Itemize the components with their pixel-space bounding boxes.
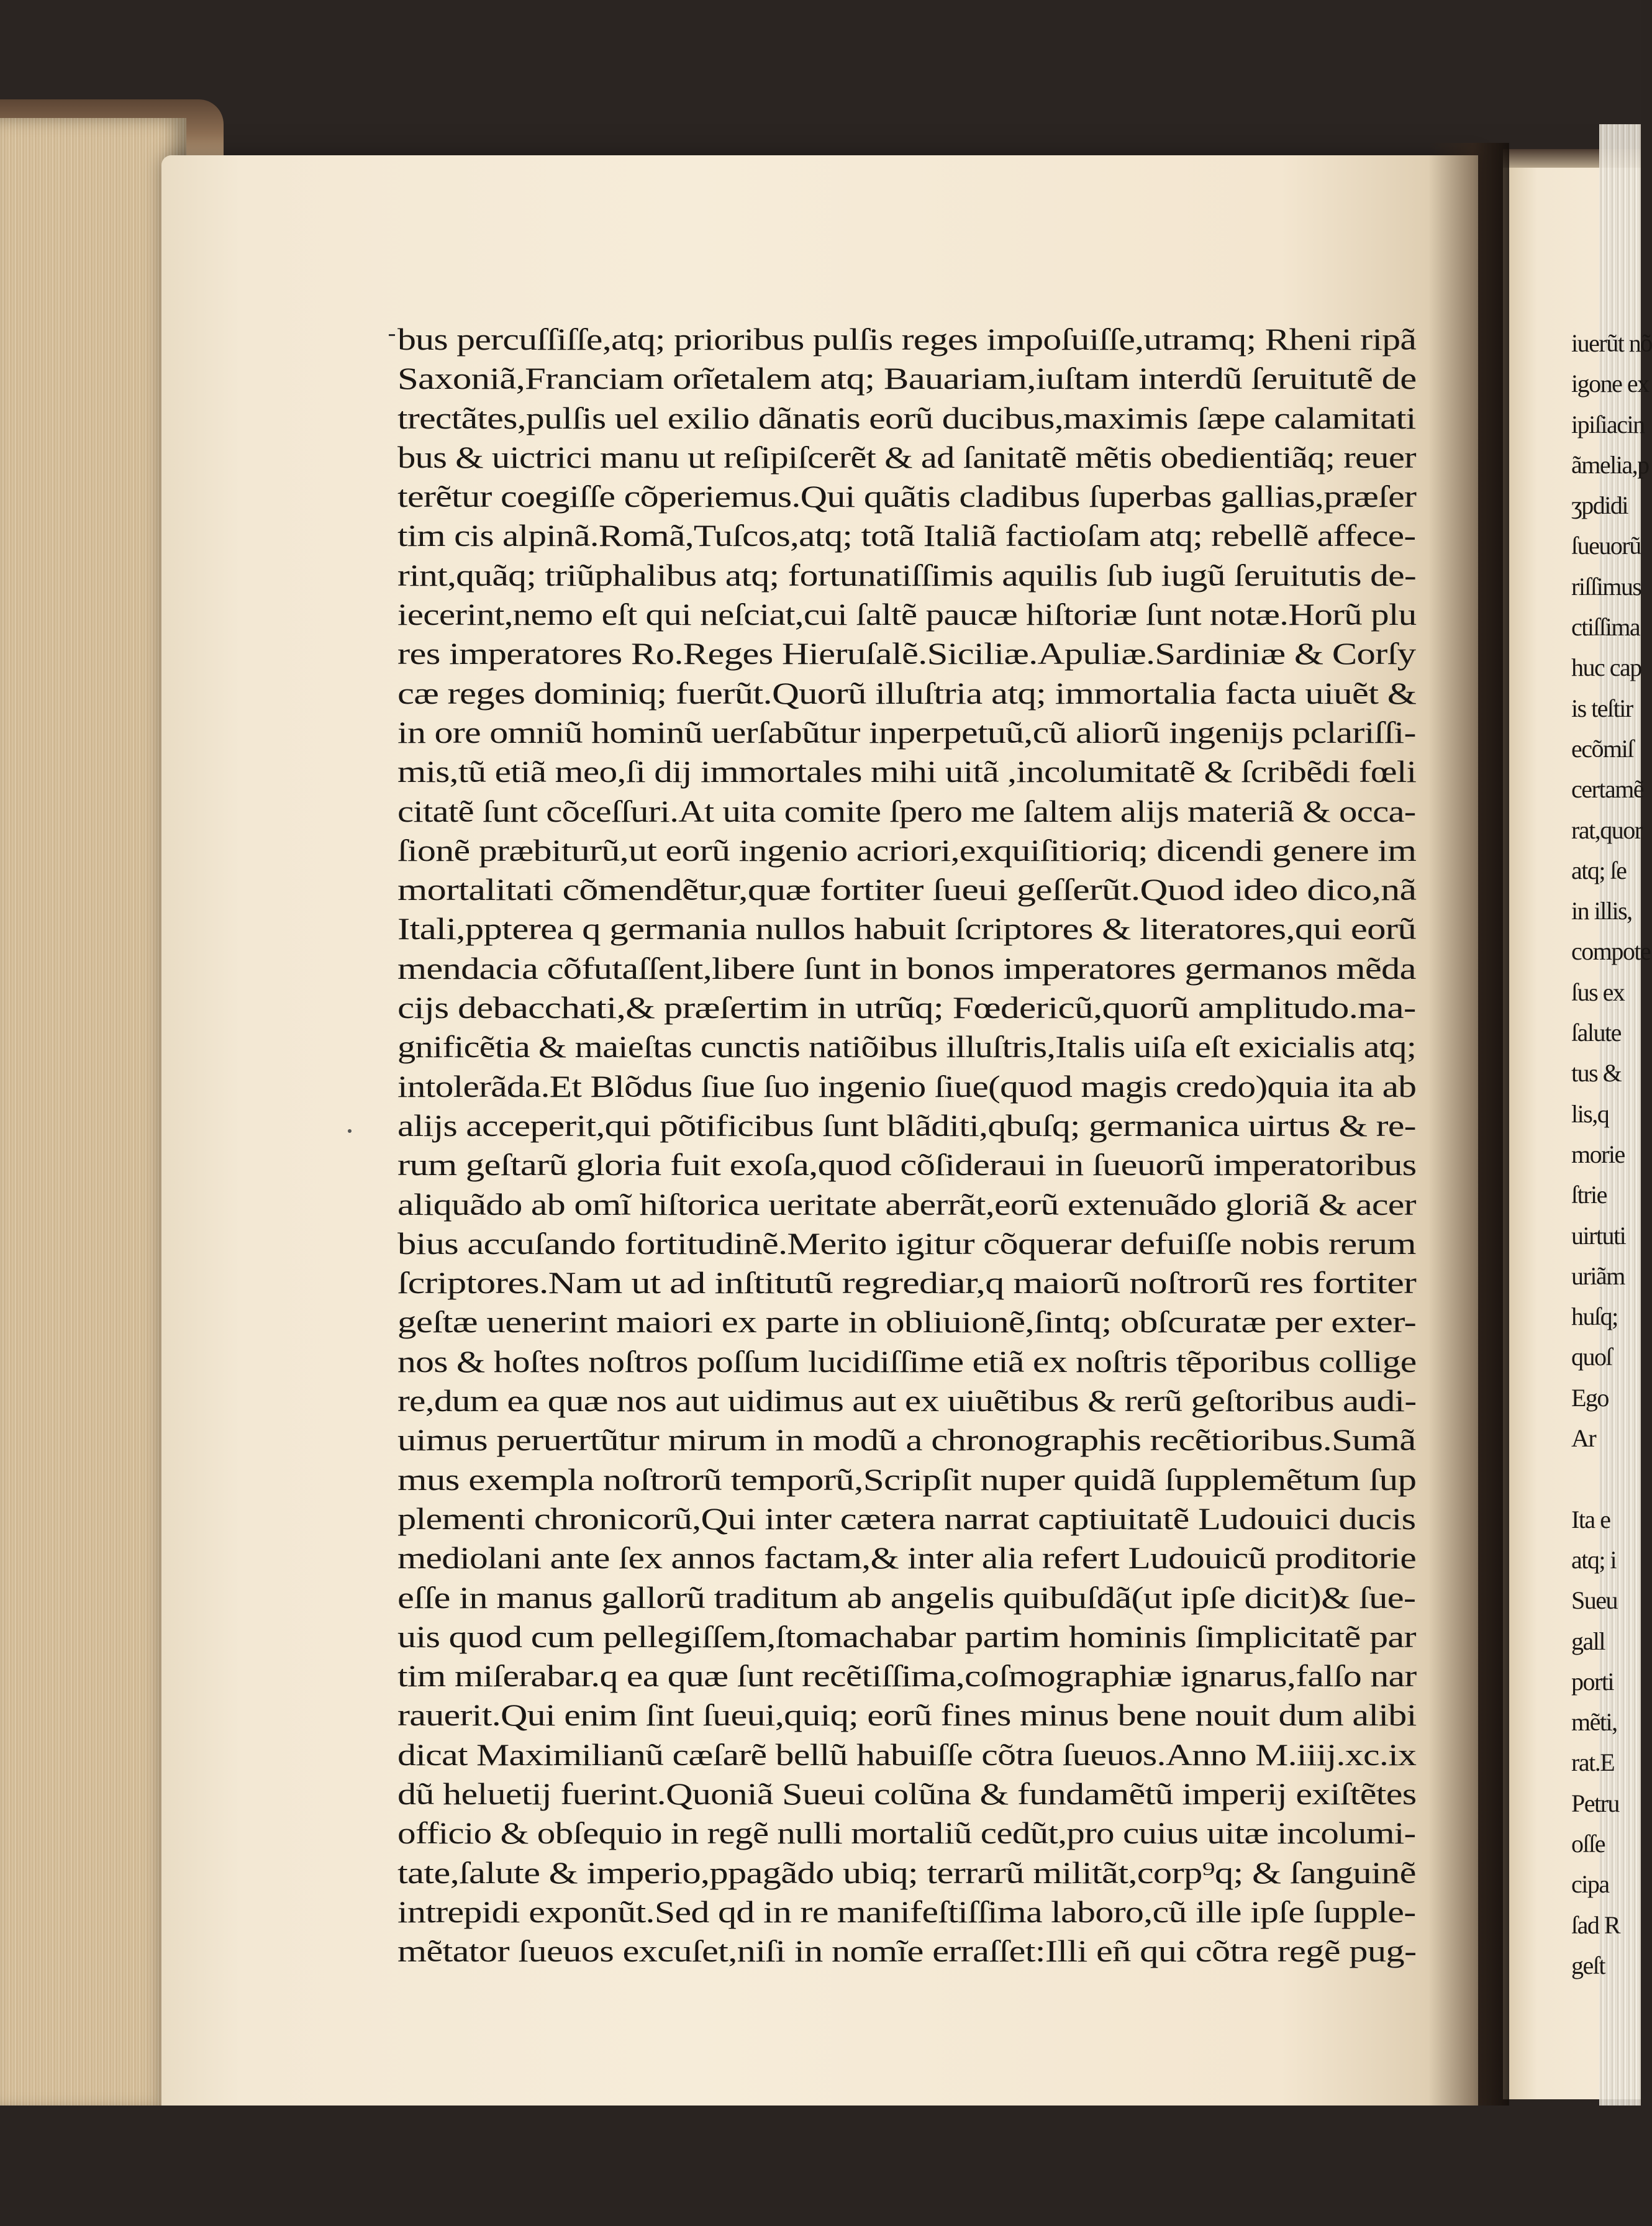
page-stack-edges — [0, 118, 186, 2112]
recto-text-fragments — [1571, 323, 1652, 1986]
recto-line-fragment: riſſimus — [1571, 572, 1641, 601]
recto-line-fragment: ʒpdidi — [1571, 491, 1628, 520]
text-line: iecerint,nemo eſt qui neſciat,cui ſaltẽ paucæ hiſtoriæ ſunt notæ.Horũ plu — [397, 597, 1417, 632]
text-line: cijs debacchati,& præſertim in utrũq; Fœdericũ,quorũ amplitudo.ma- — [397, 990, 1416, 1025]
text-line: dicat Maximilianũ cæſarẽ bellũ habuiſſe cõtra ſueuos.Anno M.iiij.xc.ix — [397, 1737, 1417, 1772]
recto-line-fragment: atq; ſe — [1571, 856, 1627, 884]
text-line: in ore omniũ hominũ uerſabũtur inperpetuũ,cũ aliorũ ingenijs pclariſſi- — [397, 714, 1416, 750]
text-line: rauerit.Qui enim ſint ſueui,quiq; eorũ fines minus bene nouit dum alibi — [397, 1697, 1417, 1733]
recto-line-fragment: Sueu — [1571, 1586, 1617, 1615]
margin-dot-mark — [348, 1129, 352, 1133]
recto-line-fragment: compote — [1571, 937, 1651, 966]
recto-line-fragment: ecõmiſ — [1571, 734, 1633, 763]
recto-line-fragment: lis,q — [1571, 1099, 1609, 1128]
recto-line-fragment: atq; i — [1571, 1545, 1617, 1574]
recto-line-fragment: morie — [1571, 1140, 1625, 1168]
text-line: ſionẽ præbiturũ,ut eorũ ingenio acriori,exquiſitioriq; dicendi genere im — [397, 832, 1417, 868]
text-line: aliquãdo ab omĩ hiſtorica ueritate aberrãt,eorũ extenuãdo gloriã & acer — [397, 1186, 1416, 1222]
text-line: dũ heluetij fuerint.Quoniã Sueui colũna & fundamẽtũ imperij exiſtẽtes — [397, 1776, 1417, 1811]
text-line: res imperatores Ro.Reges Hieruſalẽ.Siciliæ.Apuliæ.Sardiniæ & Corſy — [397, 636, 1416, 671]
text-line: mis,tũ etiã meo,ſi dij immortales mihi uitã ,incolumitatẽ & ſcribẽdi fœli — [397, 754, 1417, 789]
text-line: trectãtes,pulſis uel exilio dãnatis eorũ ducibus,maximis ſæpe calamitati — [397, 400, 1416, 435]
recto-line-fragment: porti — [1571, 1667, 1614, 1696]
recto-line-fragment: ſtrie — [1571, 1181, 1607, 1209]
recto-line-fragment: is teſtir — [1571, 694, 1633, 722]
text-line: uis quod cum pellegiſſem,ſtomachabar partim hominis ſimplicitatẽ par — [397, 1619, 1416, 1654]
text-line: tim cis alpinã.Romã,Tuſcos,atq; totã Italiã factioſam atq; rebellẽ affece- — [397, 518, 1416, 553]
recto-line-fragment: Ar — [1571, 1424, 1596, 1453]
recto-line-fragment: Ego — [1571, 1383, 1609, 1412]
recto-line-fragment: rat,quor — [1571, 815, 1642, 844]
recto-line-fragment: igone ex — [1571, 370, 1649, 398]
margin-tick-mark — [389, 334, 395, 336]
recto-line-fragment: ãmelia,p — [1571, 450, 1649, 479]
recto-line-fragment: mẽti, — [1571, 1708, 1617, 1737]
text-line: terẽtur coegiſſe cõperiemus.Qui quãtis cladibus ſuperbas gallias,præſer — [397, 479, 1417, 514]
text-line: gnificẽtia & maieſtas cunctis natiõibus illuſtris,Italis uiſa eſt exicialis atq; — [397, 1029, 1417, 1065]
recto-line-fragment: ſalute — [1571, 1019, 1621, 1047]
text-line: bus & uictrici manu ut reſipiſcerẽt & ad ſanitatẽ mẽtis obedientiãq; reuer — [397, 439, 1416, 475]
text-line: plementi chronicorũ,Qui inter cætera narrat captiuitatẽ Ludouici ducis — [397, 1501, 1416, 1536]
text-line: citatẽ ſunt cõceſſuri.At uita comite ſpero me ſaltem alijs materiã & occa- — [397, 793, 1416, 829]
recto-line-fragment: tus & — [1571, 1059, 1622, 1088]
text-line: rum geſtarũ gloria fuit exoſa,quod cõſideraui in ſueuorũ imperatoribus — [397, 1147, 1417, 1183]
recto-line-fragment: uirtuti — [1571, 1221, 1626, 1250]
text-line: intrepidi exponũt.Sed qd in re manifeſtiſſima laboro,cũ ille ipſe ſupple- — [397, 1894, 1416, 1929]
text-line: mẽtator ſueuos excuſet,niſi in nomĩe erraſſet:Illi eñ qui cõtra regẽ pug- — [397, 1933, 1417, 1969]
text-line: tim miſerabar.q ea quæ ſunt recẽtiſſima,coſmographiæ ignarus,falſo nar — [397, 1658, 1417, 1694]
text-line: Saxoniã,Franciam orĩetalem atq; Bauariam,iuſtam interdũ ſeruitutẽ de — [397, 361, 1417, 396]
background-top — [0, 0, 1641, 124]
text-line: cæ reges dominiq; fuerũt.Quorũ illuſtria atq; immortalia facta uiuẽt & — [397, 675, 1417, 711]
text-line: rint,quãq; triũphalibus atq; fortunatiſſimis aquilis ſub iugũ ſeruitutis de- — [397, 557, 1417, 593]
text-line: Itali,ppterea q germania nullos habuit ſcriptores & literatores,qui eorũ — [397, 911, 1417, 947]
text-line: mendacia cõfutaſſent,libere ſunt in bonos imperatores germanos mẽda — [397, 950, 1416, 986]
text-line: officio & obſequio in regẽ nulli mortaliũ cedũt,pro cuius uitæ incolumi- — [397, 1815, 1416, 1851]
text-line: re,dum ea quæ nos aut uidimus aut ex uiuẽtibus & rerũ geſtoribus audi- — [397, 1383, 1417, 1419]
recto-line-fragment: geſt — [1571, 1951, 1605, 1979]
text-line: nos & hoſtes noſtros poſſum lucidiſſime etiã ex noſtris tẽporibus collige — [397, 1343, 1417, 1379]
text-line: mediolani ante ſex annos factam,& inter alia refert Ludouicũ proditorie — [397, 1540, 1417, 1576]
background-bottom — [0, 2106, 1641, 2226]
recto-line-fragment: rat.E — [1571, 1748, 1615, 1777]
recto-line-fragment: gall — [1571, 1627, 1605, 1655]
text-line: bus percuſſiſſe,atq; prioribus pulſis reges impoſuiſſe,utramq; Rheni ripã — [397, 322, 1417, 357]
recto-line-fragment: quoſ — [1571, 1343, 1612, 1371]
text-line: mus exempla noſtrorũ temporũ,Scripſit nuper quidã ſupplemẽtum ſup — [397, 1461, 1417, 1497]
text-line: intolerãda.Et Blõdus ſiue ſuo ingenio ſiue(quod magis credo)quia ita ab — [397, 1068, 1417, 1104]
gutter-shadow — [1428, 143, 1509, 2112]
recto-line-fragment: ſad R — [1571, 1910, 1620, 1939]
recto-line-fragment: oſſe — [1571, 1829, 1605, 1858]
recto-line-fragment: ctiſſima — [1571, 613, 1640, 642]
text-line: ſcriptores.Nam ut ad inſtitutũ regrediar,q maiorũ noſtrorũ res fortiter — [397, 1265, 1417, 1301]
recto-line-fragment: ſus ex — [1571, 978, 1625, 1006]
recto-line-fragment: ſueuorũ — [1571, 532, 1641, 560]
text-line: alijs acceperit,qui põtificibus ſunt blãditi,qbuſq; germanica uirtus & re- — [397, 1107, 1416, 1143]
recto-line-fragment: huſq; — [1571, 1302, 1618, 1331]
recto-line-fragment: Ita e — [1571, 1505, 1610, 1533]
text-line: bius accuſando fortitudinẽ.Merito igitur cõquerar defuiſſe nobis rerum — [397, 1225, 1416, 1261]
recto-line-fragment: huc cap — [1571, 653, 1641, 682]
verso-text-block — [397, 320, 1416, 1971]
recto-line-fragment: Petru — [1571, 1789, 1619, 1817]
text-line: mortalitati cõmendẽtur,quæ fortiter ſueui geſſerũt.Quod ideo dico,nã — [397, 872, 1417, 907]
text-line: uimus peruertũtur mirum in modũ a chronographis recẽtioribus.Sumã — [397, 1422, 1416, 1458]
recto-line-fragment — [1571, 1458, 1640, 1499]
recto-line-fragment: uriãm — [1571, 1261, 1625, 1290]
recto-line-fragment: certamẽ — [1571, 775, 1644, 804]
text-line: geſtæ uenerint maiori ex parte in obliuionẽ,ſintq; obſcuratæ per exter- — [397, 1304, 1417, 1340]
recto-line-fragment: in illis, — [1571, 897, 1632, 925]
recto-line-fragment: ipiſiacin — [1571, 410, 1645, 438]
text-line: eſſe in manus gallorũ traditum ab angelis quibuſdã(ut ipſe dicit)& ſue- — [397, 1579, 1416, 1615]
text-line: tate,ſalute & imperio,ppagãdo ubiq; terrarũ militãt,corp⁹q; & ſanguinẽ — [397, 1855, 1416, 1890]
recto-line-fragment: cipa — [1571, 1870, 1609, 1899]
recto-line-fragment: iuerũt nõ — [1571, 329, 1652, 357]
